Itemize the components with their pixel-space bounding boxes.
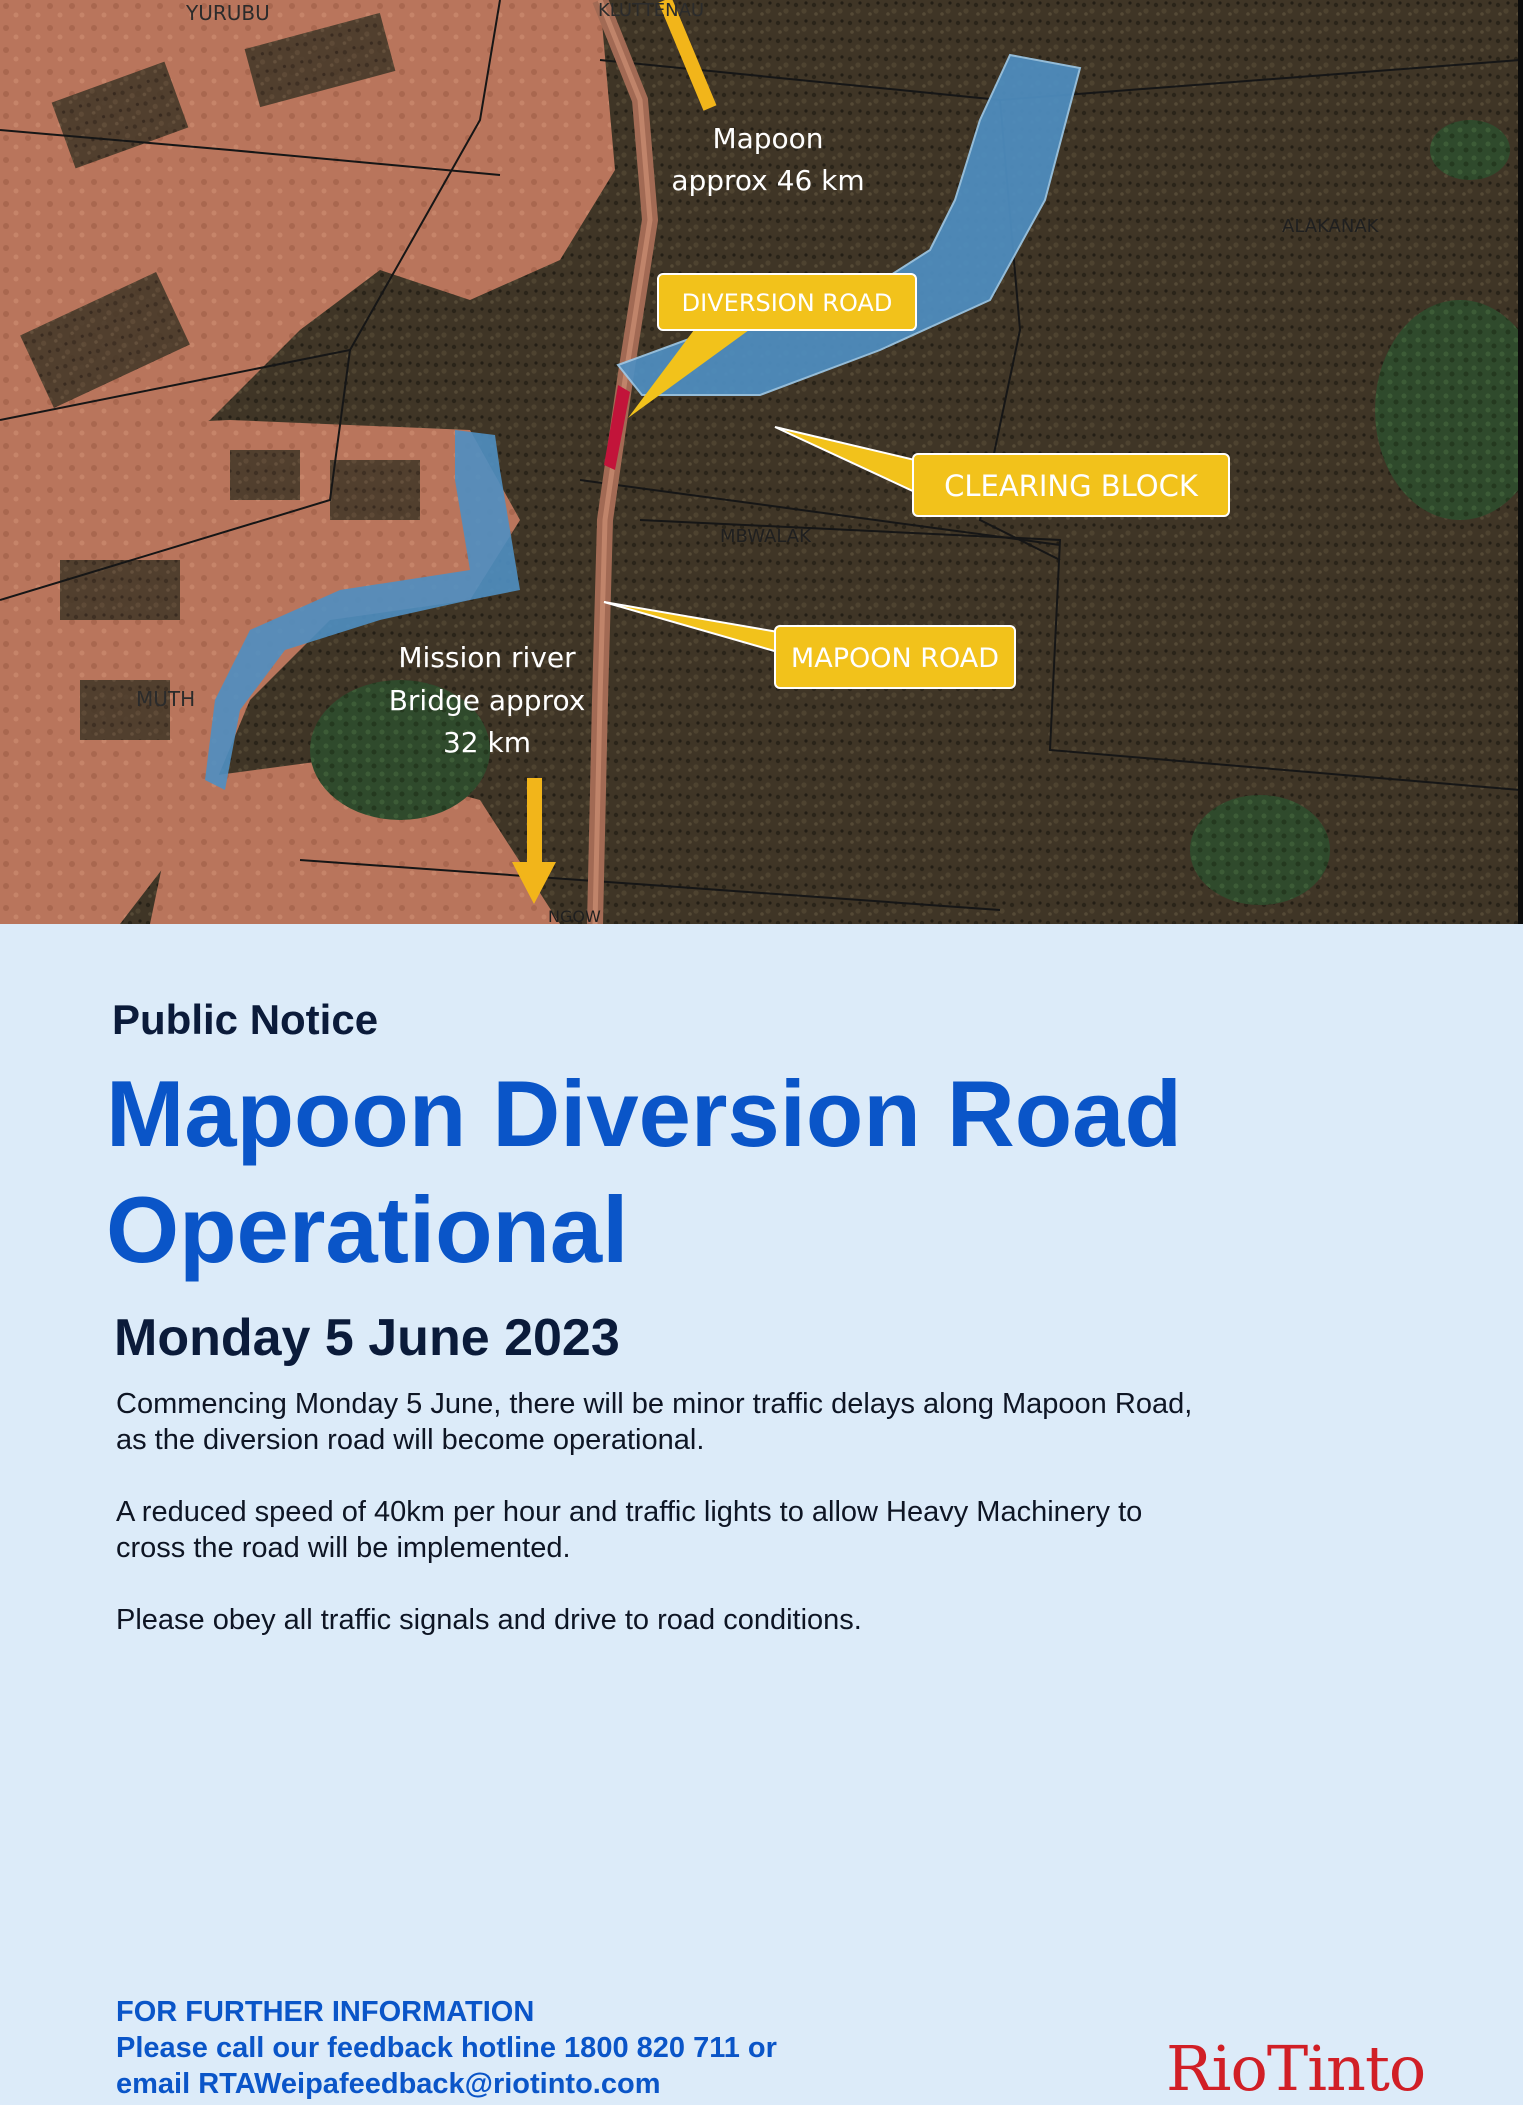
map-scrub-patch bbox=[330, 460, 420, 520]
place-label: YURUBU bbox=[186, 1, 270, 25]
mapoon-distance-label: Mapoon bbox=[712, 122, 824, 155]
mission-river-label: Bridge approx bbox=[388, 684, 586, 717]
map-scrub-patch bbox=[60, 560, 180, 620]
mission-river-label: 32 km bbox=[442, 726, 532, 759]
notice-eyebrow: Public Notice bbox=[112, 996, 379, 1043]
map-vegetation-patch bbox=[1430, 120, 1510, 180]
notice-title-line: Mapoon Diversion Road bbox=[106, 1061, 1182, 1166]
mission-river-label: Mission river bbox=[398, 641, 576, 674]
aerial-map bbox=[0, 0, 1523, 924]
map-vegetation-patch bbox=[1190, 795, 1330, 905]
map-scrub-patch bbox=[230, 450, 300, 500]
place-label: ALAKANAK bbox=[1282, 216, 1379, 237]
notice-panel bbox=[0, 924, 1523, 2105]
notice-title bbox=[106, 1056, 1386, 1288]
contact-hotline: Please call our feedback hotline 1800 820 711 or bbox=[116, 2032, 777, 2064]
clearing-block-callout-label: CLEARING BLOCK bbox=[944, 469, 1198, 503]
diversion-road-callout-label: DIVERSION ROAD bbox=[681, 289, 893, 317]
map-right-border bbox=[1518, 0, 1523, 924]
notice-paragraph: A reduced speed of 40km per hour and traffic lights to allow Heavy Machinery to cross the road will be implemented. bbox=[116, 1496, 1143, 1564]
place-label: MUTH bbox=[136, 687, 196, 711]
rio-tinto-logo: RioTinto bbox=[1166, 2032, 1426, 2105]
notice-body bbox=[116, 1386, 1196, 1674]
place-label: KLUTTENAU bbox=[598, 0, 705, 21]
contact-email-link[interactable]: email RTAWeipafeedback@riotinto.com bbox=[116, 2068, 661, 2100]
notice-paragraph: Please obey all traffic signals and drive to road conditions. bbox=[116, 1604, 862, 1636]
mapoon-distance-label: approx 46 km bbox=[671, 164, 865, 197]
place-label: MBWALAK bbox=[720, 526, 811, 547]
place-label: NGOW bbox=[548, 907, 601, 924]
notice-paragraph: Commencing Monday 5 June, there will be minor traffic delays along Mapoon Road, as the diversion road will become operational. bbox=[116, 1388, 1193, 1456]
notice-date: Monday 5 June 2023 bbox=[114, 1309, 620, 1367]
mapoon-road-callout-label: MAPOON ROAD bbox=[790, 643, 1000, 674]
contact-heading: FOR FURTHER INFORMATION bbox=[116, 1996, 535, 2028]
notice-title-line: Operational bbox=[106, 1177, 629, 1282]
contact-footer bbox=[116, 1994, 1016, 2102]
